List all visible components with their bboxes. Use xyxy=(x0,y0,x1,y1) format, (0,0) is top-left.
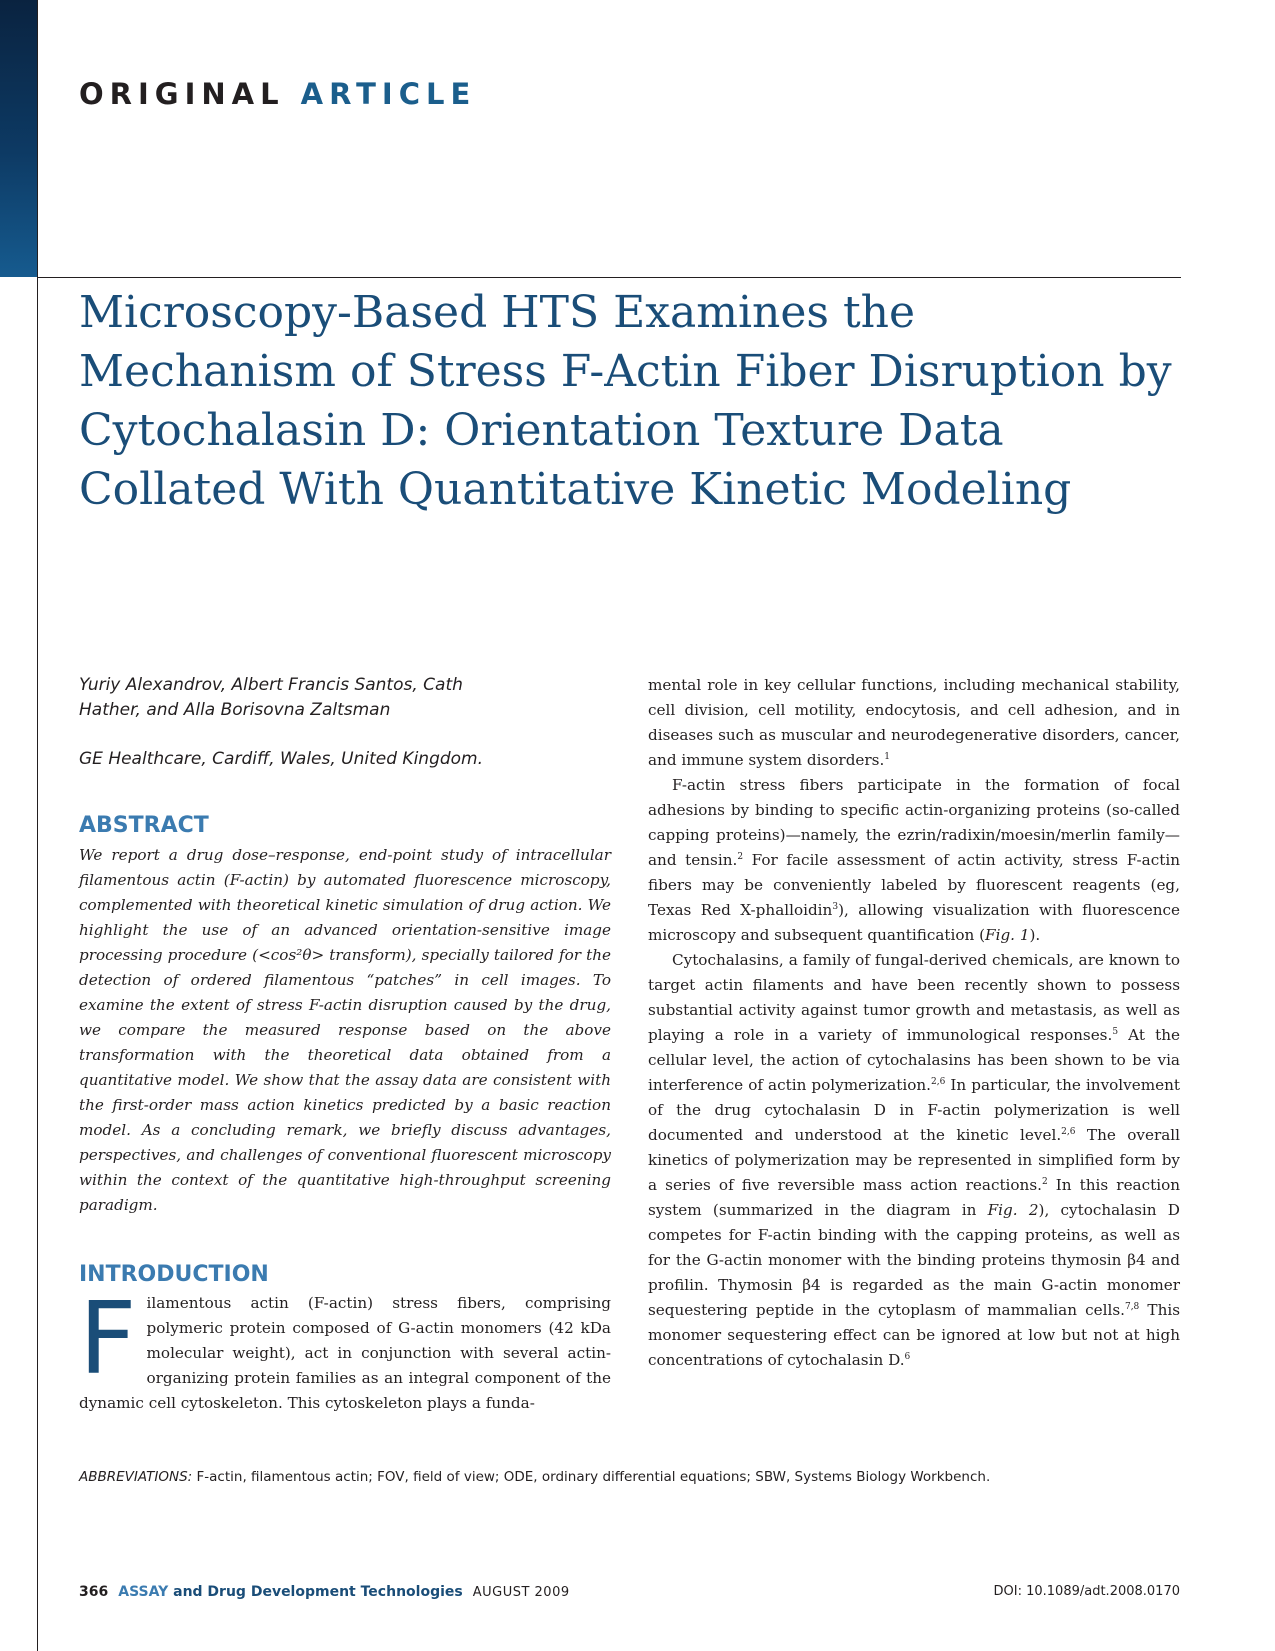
margin-rule xyxy=(37,0,38,1651)
citation-ref: 1 xyxy=(884,751,891,762)
body-paragraph-3 xyxy=(648,948,1180,1373)
right-column xyxy=(648,673,1180,1373)
body-text: ). xyxy=(1029,926,1041,944)
citation-ref: 2,6 xyxy=(931,1076,946,1087)
section-tag-word2: ARTICLE xyxy=(300,77,477,111)
authors: Yuriy Alexandrov, Albert Francis Santos, Cath Hather, and Alla Borisovna Zaltsman xyxy=(79,675,463,720)
citation-ref: 7,8 xyxy=(1124,1301,1140,1312)
body-text: At the cellular level, the action of cytochalasins has been shown to be via interference of actin polymerization. xyxy=(648,1026,1180,1094)
journal-name-part1: ASSAY xyxy=(118,1584,169,1600)
issue-date: AUGUST 2009 xyxy=(472,1585,570,1600)
body-text: F-actin stress fibers participate in the formation of focal adhesions by binding to specific actin-organizing proteins (so-called capping proteins)—namely, the ezrin/radixin/moesin/merlin family—and tensin. xyxy=(648,776,1180,869)
citation-ref: 2 xyxy=(1041,1176,1048,1187)
citation-ref: 6 xyxy=(904,1351,911,1362)
section-tag xyxy=(79,77,477,111)
figure-reference[interactable]: Fig. 2 xyxy=(987,1201,1039,1219)
abbreviations-text: F-actin, filamentous actin; FOV, field of view; ODE, ordinary differential equations; SBW, Systems Biology Workbench. xyxy=(192,1469,991,1485)
abstract-text: We report a drug dose–response, end-point study of intracellular filamentous actin (F-actin) by automated fluorescence microscopy, complemented with theoretical kinetic simulation of drug action. We highlight the use of an advanced orientation-sensitive image processing procedure (<cos²θ> transform), specially tailored for the detection of ordered filamentous “patches” in cell images. To examine the extent of stress F-actin disruption caused by the drug, we compare the measured response based on the above transformation with the theoretical data obtained from a quantitative model. We show that the assay data are consistent with the first-order mass action kinetics predicted by a basic reaction model. As a concluding remark, we briefly discuss advantages, perspectives, and challenges of conventional fluorescent microscopy within the context of the quantitative high-throughput screening paradigm. xyxy=(79,846,611,1214)
body-paragraph-2 xyxy=(648,773,1180,948)
figure-reference[interactable]: Fig. 1 xyxy=(985,926,1030,944)
page-number: 366 xyxy=(79,1584,109,1600)
journal-name-part2: and Drug Development Technologies xyxy=(168,1584,463,1600)
body-text: The overall kinetics of polymerization may be represented in simplified form by a series of five reversible mass action reactions. xyxy=(648,1126,1181,1194)
body-text: In this reaction system (summarized in the diagram in xyxy=(648,1176,1180,1219)
body-text: In particular, the involvement of the drug cytochalasin D in F-actin polymerization is well documented and understood at the kinetic level. xyxy=(648,1076,1180,1144)
citation-ref: 2 xyxy=(737,851,744,862)
side-color-bar xyxy=(0,0,37,277)
affiliation: GE Healthcare, Cardiff, Wales, United Kingdom. xyxy=(79,749,484,769)
article-title: Microscopy-Based HTS Examines the Mechanism of Stress F-Actin Fiber Disruption by Cytochalasin D: Orientation Texture Data Collated With Quantitative Kinetic Modeling xyxy=(79,287,1172,515)
page-footer xyxy=(79,1584,1180,1604)
body-text: ), allowing visualization with fluorescence microscopy and subsequent quantification ( xyxy=(648,901,1180,944)
introduction-text: ilamentous actin (F-actin) stress fibers, comprising polymeric protein composed of G-actin monomers (42 kDa molecular weight), act in conjunction with several actin-organizing protein families as an integral component of the dynamic cell cytoskeleton. This cytoskeleton plays a funda- xyxy=(79,1294,611,1412)
abbreviations-label: ABBREVIATIONS: xyxy=(79,1469,193,1485)
drop-cap: F xyxy=(79,1280,137,1397)
abbreviations-note xyxy=(79,1469,990,1485)
introduction-heading: INTRODUCTION xyxy=(79,1262,269,1287)
left-column xyxy=(79,673,611,1416)
body-text: For facile assessment of actin activity, stress F-actin fibers may be conveniently labeled by fluorescent reagents (eg, Texas Red X-phalloidin xyxy=(648,851,1180,919)
section-tag-word1: ORIGINAL xyxy=(79,77,285,111)
citation-ref: 3 xyxy=(832,901,839,912)
abstract-heading: ABSTRACT xyxy=(79,813,209,838)
citation-ref: 5 xyxy=(1112,1026,1119,1037)
introduction-paragraph xyxy=(79,1280,611,1416)
doi[interactable]: DOI: 10.1089/adt.2008.0170 xyxy=(993,1584,1180,1599)
header-rule xyxy=(37,277,1181,278)
body-text: mental role in key cellular functions, including mechanical stability, cell division, cell motility, endocytosis, and cell adhesion, and in diseases such as muscular and neurodegenerative disorders, cancer, and immune system disorders. xyxy=(648,676,1180,769)
citation-ref: 2,6 xyxy=(1061,1126,1076,1137)
body-text: Cytochalasins, a family of fungal-derived chemicals, are known to target actin filaments and have been recently shown to possess substantial activity against tumor growth and metastasis, as well as playing a role in a variety of immunological responses. xyxy=(648,951,1180,1044)
body-text: This monomer sequestering effect can be ignored at low but not at high concentrations of cytochalasin D. xyxy=(648,1301,1180,1369)
body-text: ), cytochalasin D competes for F-actin binding with the capping proteins, as well as for the G-actin monomer with the binding proteins thymosin β4 and profilin. Thymosin β4 is regarded as the main G-actin monomer sequestering peptide in the cytoplasm of mammalian cells. xyxy=(648,1201,1180,1319)
body-paragraph-1-continued xyxy=(648,673,1180,773)
